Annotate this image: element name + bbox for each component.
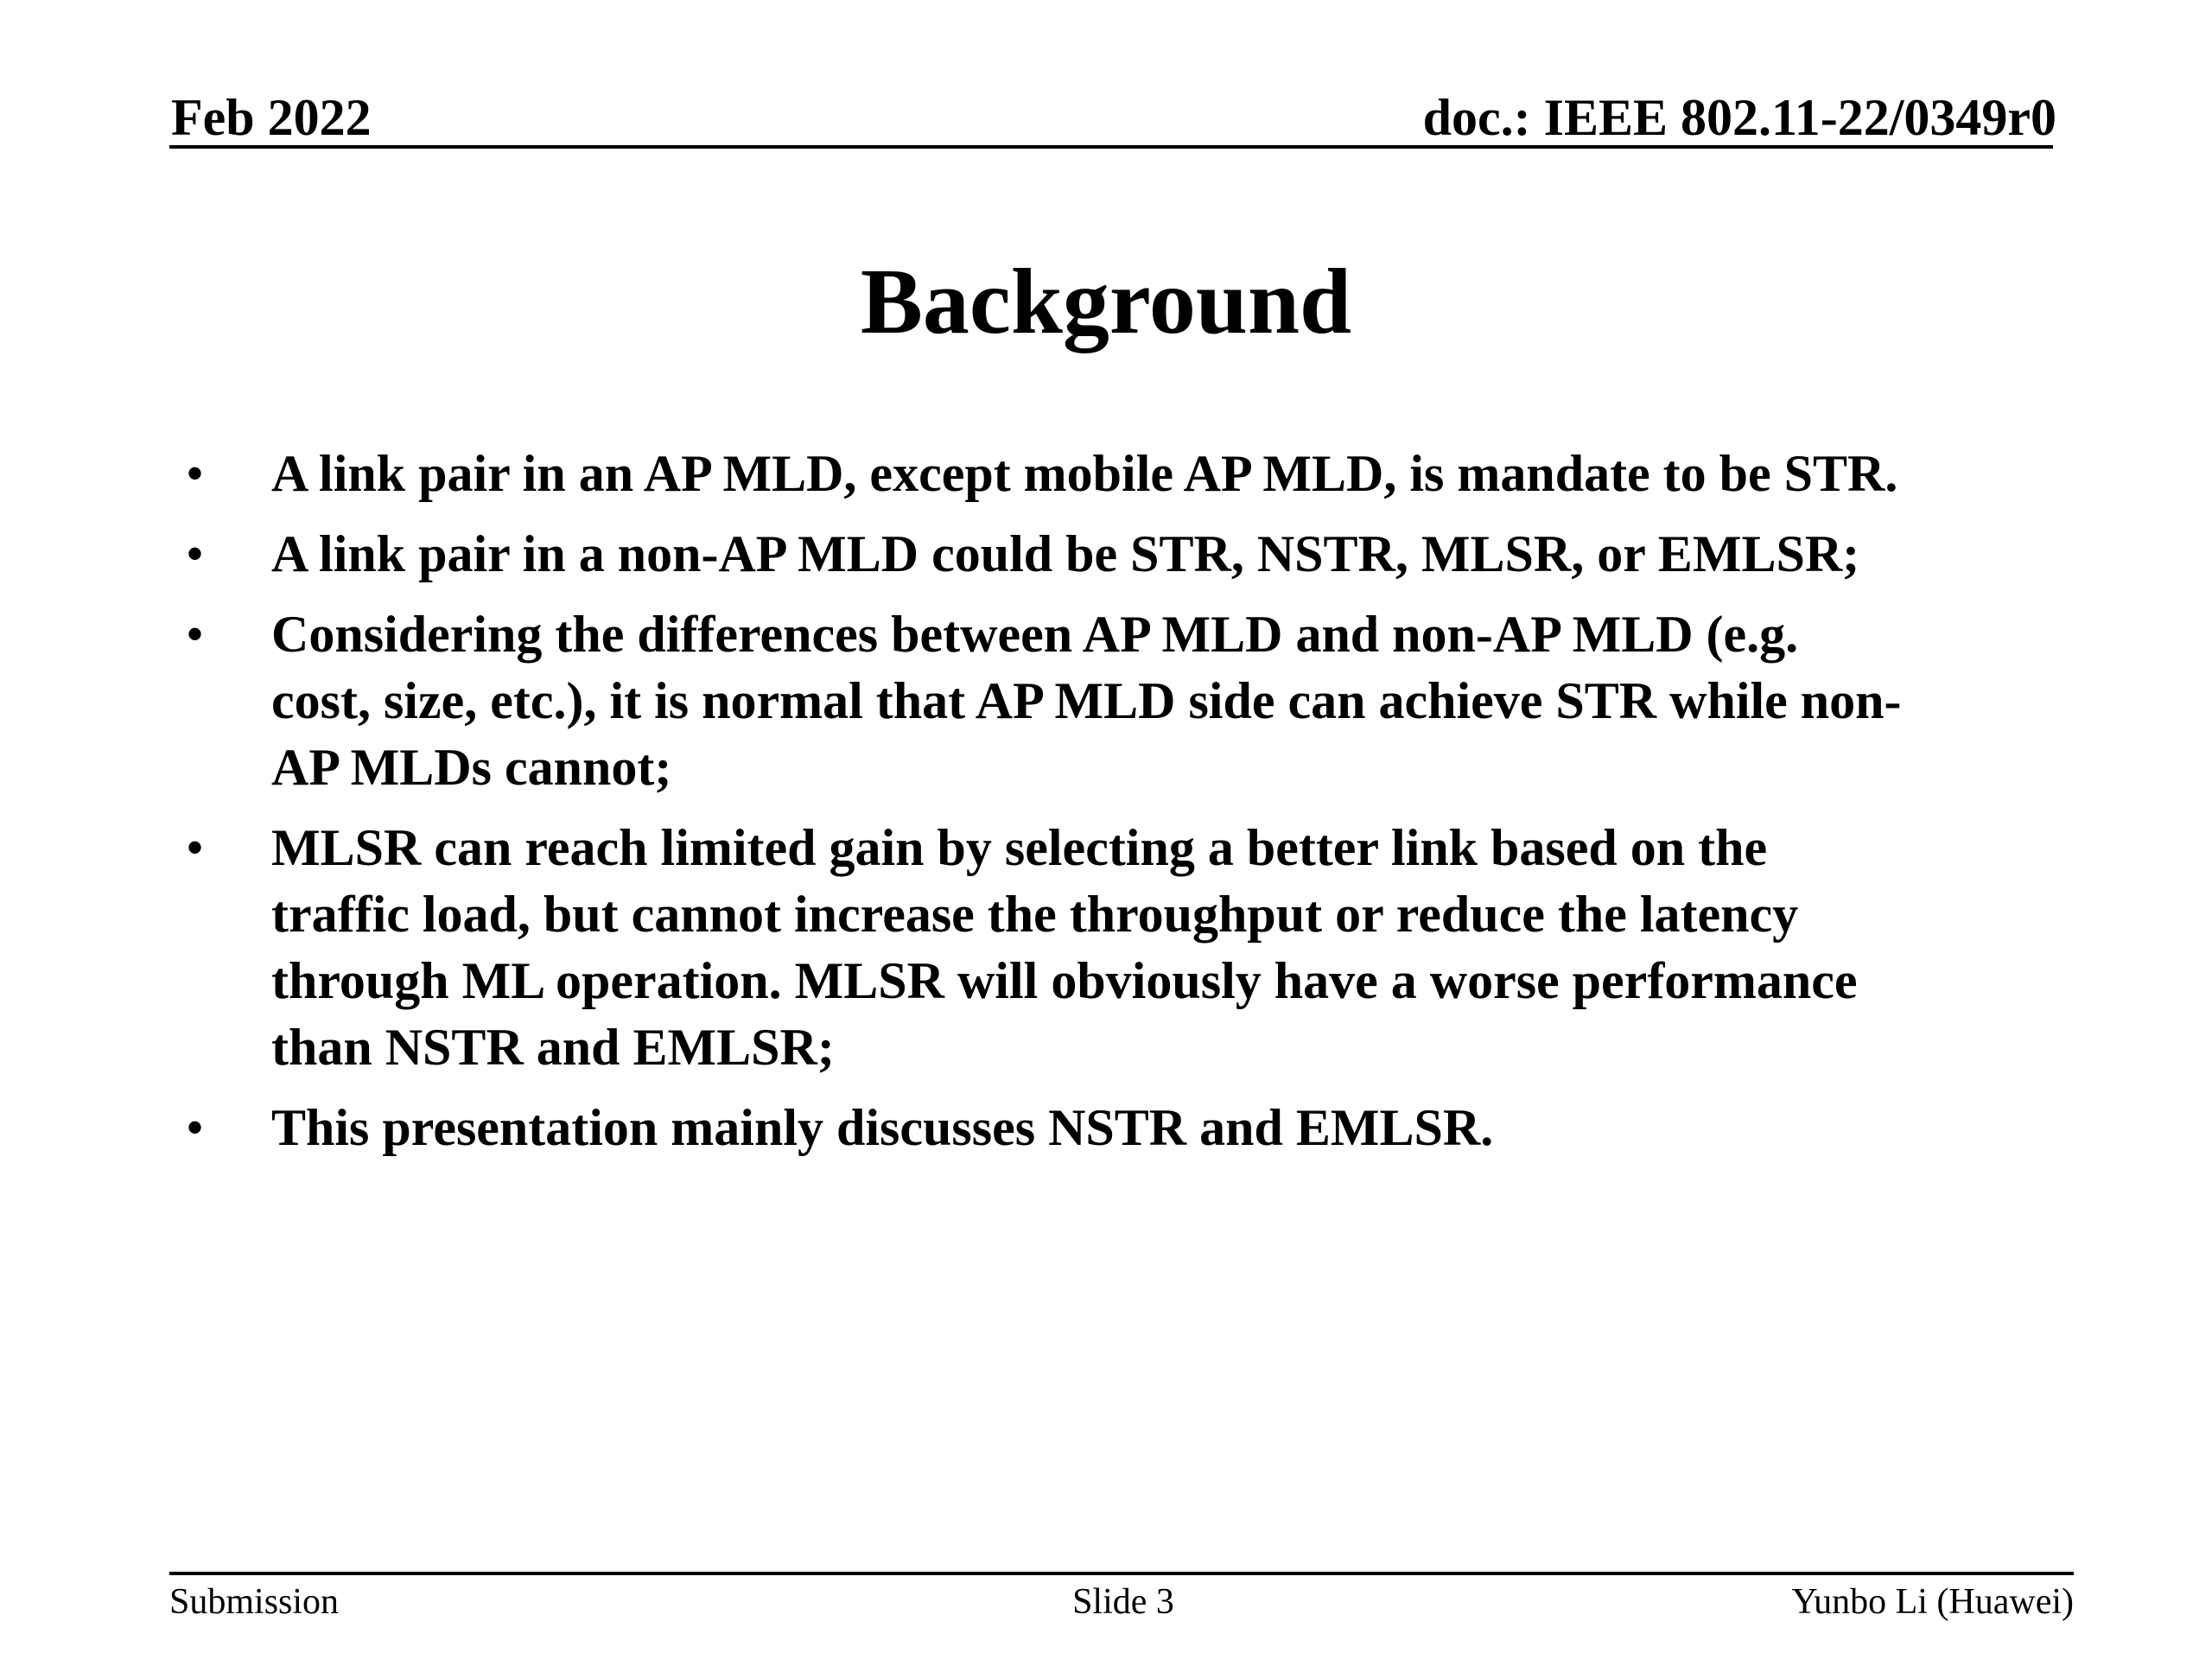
bullet-item [186,441,2069,507]
footer-slide-number: Slide 3 [1072,1582,1174,1622]
footer-submission: Submission [169,1582,340,1622]
bullet-text-line: Considering the differences between AP MLD and non-AP MLD (e.g. [271,606,1799,663]
bullet-marker: • [186,525,205,582]
bullet-text-line: than NSTR and EMLSR; [271,1019,835,1076]
bullet-text-line: traffic load, but cannot increase the throughput or reduce the latency [271,886,1799,943]
bullet-marker: • [186,819,205,876]
header-divider [169,145,2053,149]
bullet-item [186,521,2069,588]
bullet-text-line: A link pair in an AP MLD, except mobile AP MLD, is mandate to be STR. [271,445,1898,502]
slide-title: Background [860,251,1352,353]
bullet-text-line: MLSR can reach limited gain by selecting a better link based on the [271,819,1768,876]
bullet-text-line: This presentation mainly discusses NSTR and EMLSR. [271,1099,1494,1156]
footer-author: Yunbo Li (Huawei) [1791,1582,2074,1622]
footer-divider [169,1572,2074,1575]
bullet-item [186,601,2069,801]
bullet-text-line: AP MLDs cannot; [271,739,672,796]
bullet-item [186,815,2069,1081]
bullet-list [186,441,2069,1175]
header-doc-id: doc.: IEEE 802.11-22/0349r0 [1422,89,2056,146]
bullet-marker: • [186,445,205,502]
header-date: Feb 2022 [171,89,372,146]
bullet-item [186,1095,2069,1161]
bullet-marker: • [186,1099,205,1156]
bullet-marker: • [186,606,205,663]
bullet-text-line: cost, size, etc.), it is normal that AP MLD side can achieve STR while non- [271,672,1902,729]
bullet-text-line: through ML operation. MLSR will obviously have a worse performance [271,952,1858,1009]
bullet-text-line: A link pair in a non-AP MLD could be STR, NSTR, MLSR, or EMLSR; [271,525,1860,582]
